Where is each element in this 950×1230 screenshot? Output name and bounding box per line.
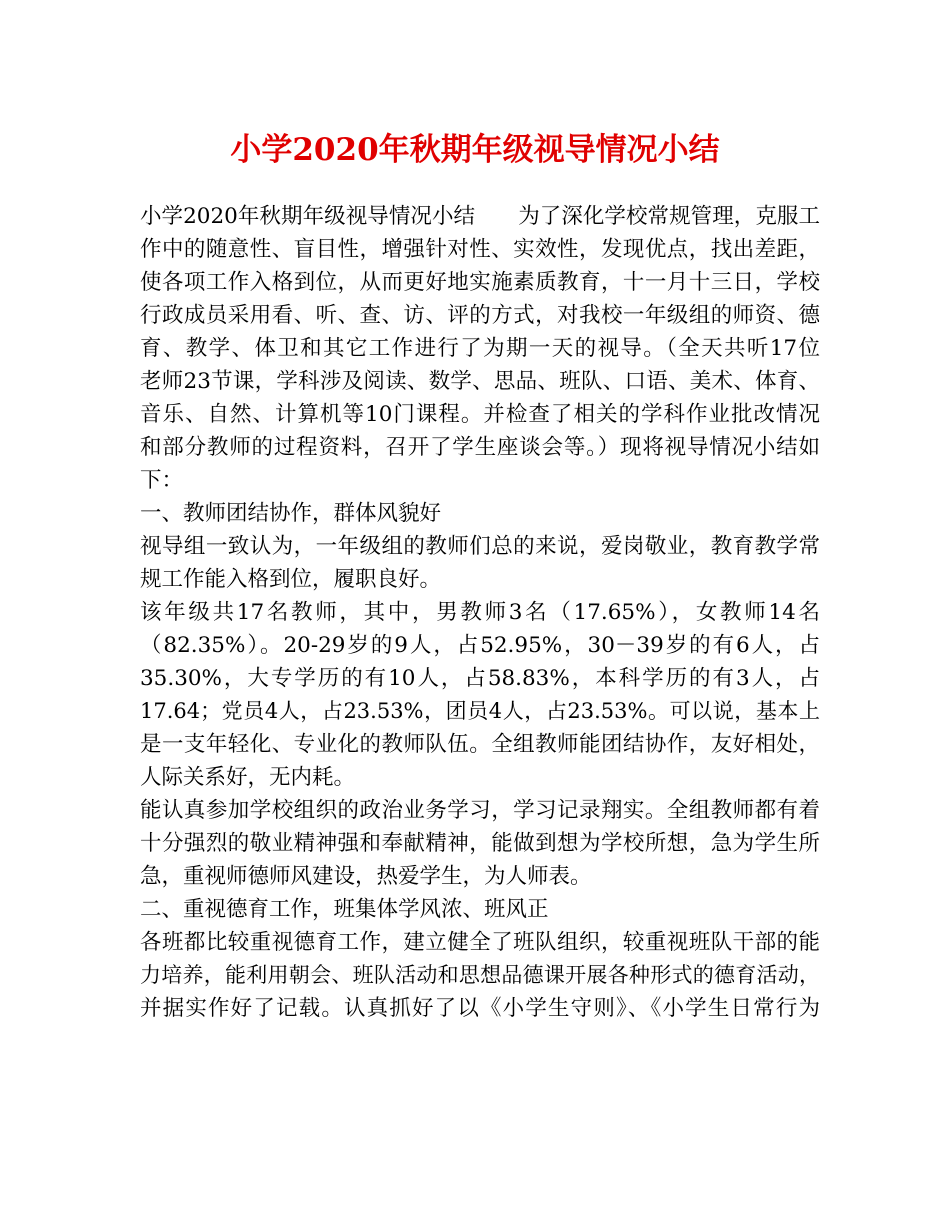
body-line: 能认真参加学校组织的政治业务学习，学习记录翔实。全组教师都有着 bbox=[140, 798, 820, 823]
document-body bbox=[140, 200, 820, 1025]
body-line: 作中的随意性、盲目性，增强针对性、实效性，发现优点，找出差距， bbox=[140, 237, 820, 262]
body-line: 使各项工作入格到位，从而更好地实施素质教育，十一月十三日，学校 bbox=[140, 270, 820, 295]
body-line: 是一支年轻化、专业化的教师队伍。全组教师能团结协作，友好相处， bbox=[140, 732, 820, 757]
document-title: 小学2020年秋期年级视导情况小结 bbox=[230, 132, 720, 168]
body-line: 小学2020年秋期年级视导情况小结 为了深化学校常规管理，克服工 bbox=[140, 204, 820, 229]
body-line: 急，重视师德师风建设，热爱学生，为人师表。 bbox=[140, 864, 592, 889]
body-line: 视导组一致认为，一年级组的教师们总的来说，爱岗敬业，教育教学常 bbox=[140, 534, 820, 559]
body-line: 并据实作好了记载。认真抓好了以《小学生守则》、《小学生日常行为 bbox=[140, 996, 820, 1021]
body-line: 各班都比较重视德育工作，建立健全了班队组织，较重视班队干部的能 bbox=[140, 930, 820, 955]
body-line: 音乐、自然、计算机等10门课程。并检查了相关的学科作业批改情况 bbox=[140, 402, 820, 427]
body-line: 下： bbox=[140, 468, 184, 493]
body-line: 17.64；党员4人，占23.53%，团员4人，占23.53%。可以说，基本上 bbox=[140, 699, 820, 723]
body-line: 行政成员采用看、听、查、访、评的方式，对我校一年级组的师资、德 bbox=[140, 303, 820, 328]
body-line: 该年级共17名教师，其中，男教师3名（17.65%），女教师14名 bbox=[140, 600, 820, 625]
body-line: 十分强烈的敬业精神强和奉献精神，能做到想为学校所想，急为学生所 bbox=[140, 831, 820, 856]
section-heading: 二、重视德育工作，班集体学风浓、班风正 bbox=[140, 897, 549, 922]
body-line: 育、教学、体卫和其它工作进行了为期一天的视导。（全天共听17位 bbox=[140, 336, 820, 361]
body-line: 35.30%，大专学历的有10人，占58.83%，本科学历的有3人，占 bbox=[140, 666, 820, 691]
body-line: 力培养，能利用朝会、班队活动和思想品德课开展各种形式的德育活动， bbox=[140, 963, 820, 987]
section-heading: 一、教师团结协作，群体风貌好 bbox=[140, 501, 442, 526]
body-line: （82.35%）。20-29岁的9人，占52.95%，30－39岁的有6人，占 bbox=[140, 633, 820, 658]
body-line: 和部分教师的过程资料，召开了学生座谈会等。）现将视导情况小结如 bbox=[140, 435, 820, 460]
body-line: 老师23节课，学科涉及阅读、数学、思品、班队、口语、美术、体育、 bbox=[140, 369, 820, 394]
body-line: 规工作能入格到位，履职良好。 bbox=[140, 567, 442, 592]
body-line: 人际关系好，无内耗。 bbox=[140, 765, 356, 790]
